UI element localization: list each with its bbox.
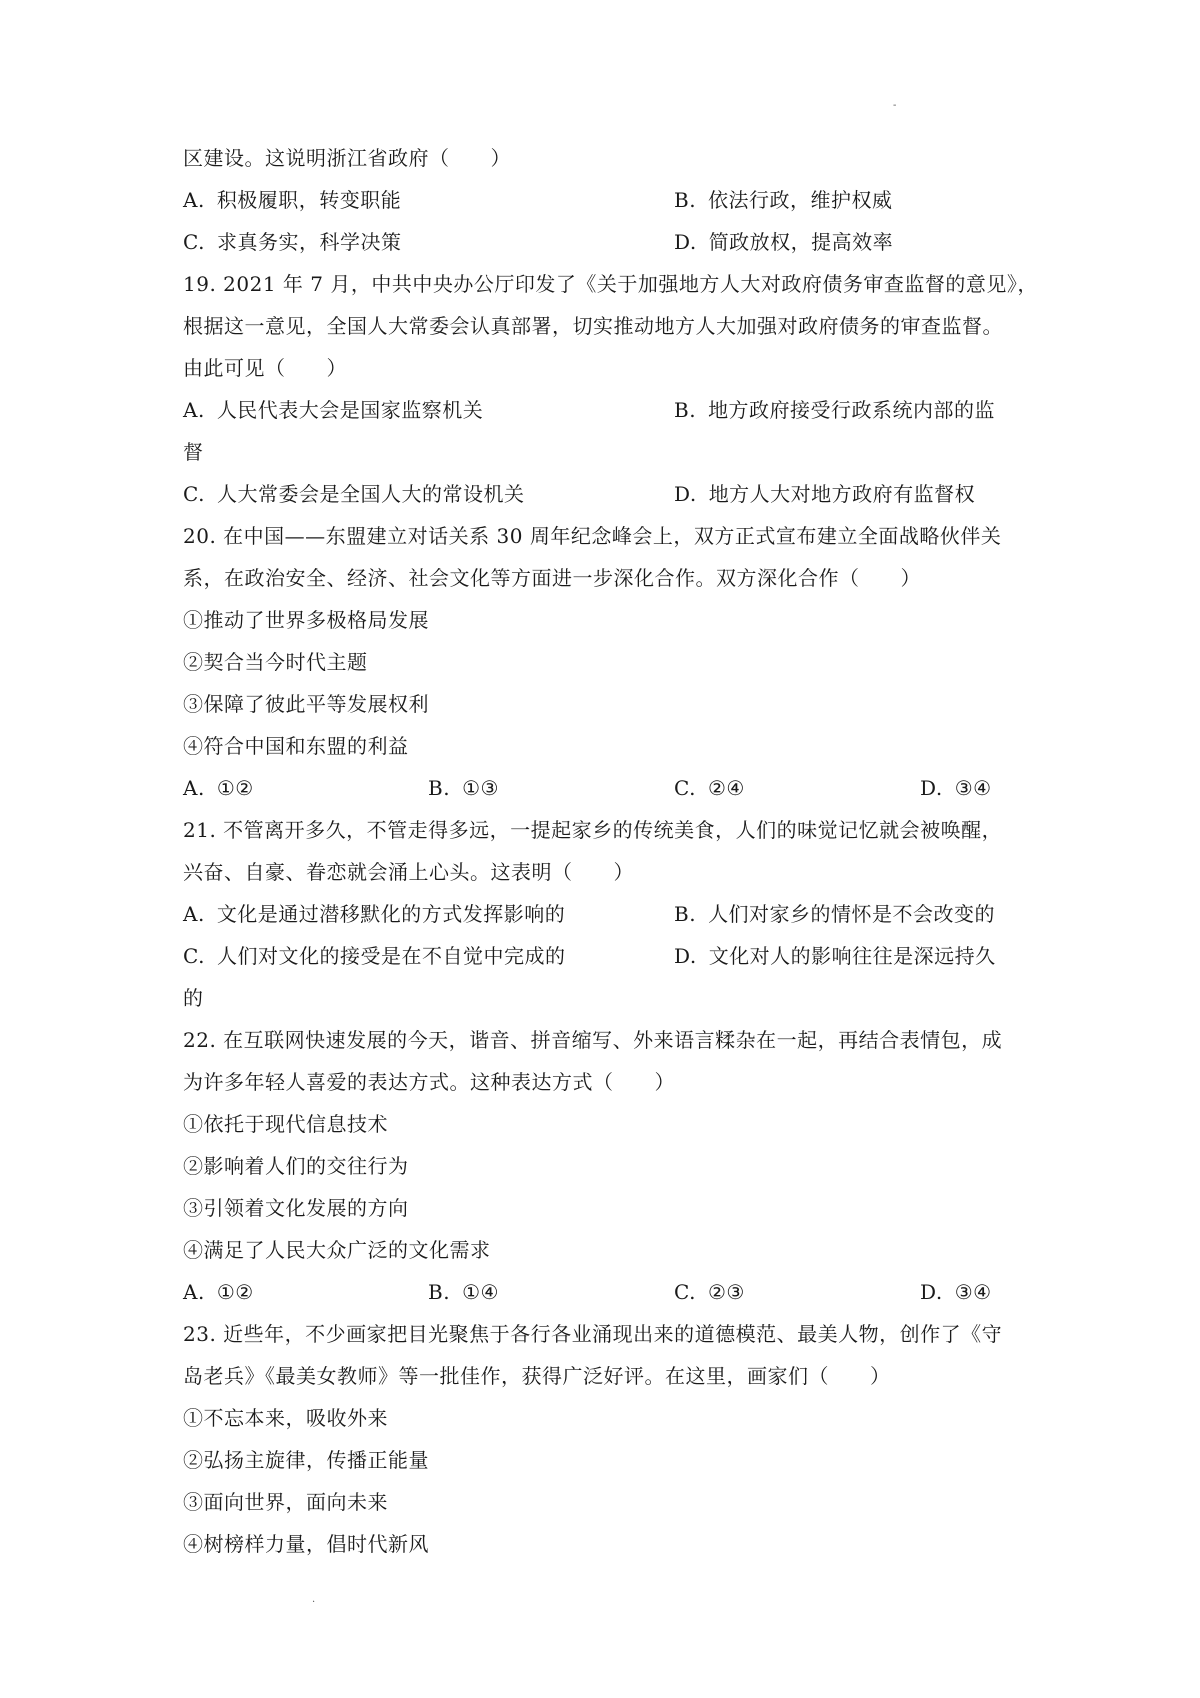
q22-option-b: [428, 1279, 499, 1305]
q21-option-b: [674, 901, 995, 927]
q19-option-b: [674, 397, 995, 423]
option-label: A.: [183, 398, 205, 422]
option-text: ③④: [954, 776, 992, 800]
q20-item-4: ④符合中国和东盟的利益: [183, 734, 409, 758]
q21-stem-line-1: 21. 不管离开多久，不管走得多远，一提起家乡的传统美食，人们的味觉记忆就会被唤醒，: [183, 818, 1003, 842]
option-label: D.: [674, 482, 697, 506]
q20-option-a: [183, 775, 254, 801]
q23-stem-line-2: 岛老兵》《最美女教师》等一批佳作，获得广泛好评。在这里，画家们（ ）: [183, 1364, 891, 1388]
option-text: ②③: [707, 1280, 745, 1304]
header-mark: -: [893, 100, 897, 111]
footer-mark: .: [312, 1594, 316, 1605]
option-text: ①④: [462, 1280, 499, 1304]
q19-option-c: [183, 481, 524, 507]
option-text: 求真务实，科学决策: [216, 230, 402, 254]
q20-stem-line-1: 20. 在中国——东盟建立对话关系 30 周年纪念峰会上，双方正式宣布建立全面战略伙伴关: [183, 524, 1002, 548]
option-text: 人们对家乡的情怀是不会改变的: [708, 902, 996, 926]
option-label: D.: [674, 230, 697, 254]
q22-item-4: ④满足了人民大众广泛的文化需求: [183, 1238, 491, 1262]
q23-stem-line-1: 23. 近些年，不少画家把目光聚焦于各行各业涌现出来的道德模范、最美人物，创作了《守: [183, 1322, 1003, 1346]
option-text: 人大常委会是全国人大的常设机关: [216, 482, 525, 506]
option-label: C.: [183, 230, 205, 254]
option-label: B.: [674, 188, 697, 212]
q19-stem-line-3: 由此可见（ ）: [183, 356, 347, 380]
q22-option-a: [183, 1279, 254, 1305]
option-text: ②④: [707, 776, 745, 800]
q19-stem-line-1: 19. 2021 年 7 月，中共中央办公厅印发了《关于加强地方人大对政府债务审查监督的意见》，: [183, 272, 1038, 296]
q20-option-b: [428, 775, 499, 801]
option-text: 积极履职，转变职能: [216, 188, 402, 212]
option-label: D.: [920, 1280, 943, 1304]
option-label: C.: [674, 1280, 696, 1304]
q20-item-2: ②契合当今时代主题: [183, 650, 368, 674]
q22-item-2: ②影响着人们的交往行为: [183, 1154, 409, 1178]
q21-option-d: [674, 943, 996, 969]
option-text: 简政放权，提高效率: [708, 230, 894, 254]
q19-option-b-wrap: 督: [183, 440, 204, 464]
q20-option-c: [674, 775, 745, 801]
q23-item-4: ④树榜样力量，倡时代新风: [183, 1532, 429, 1556]
option-label: A.: [183, 188, 205, 212]
q23-item-1: ①不忘本来，吸收外来: [183, 1406, 388, 1430]
q18-option-b: [674, 187, 893, 213]
option-text: 地方政府接受行政系统内部的监: [708, 398, 996, 422]
option-text: ①③: [462, 776, 499, 800]
q20-item-1: ①推动了世界多极格局发展: [183, 608, 429, 632]
option-label: B.: [674, 398, 697, 422]
option-text: 文化是通过潜移默化的方式发挥影响的: [216, 902, 566, 926]
option-label: C.: [183, 944, 205, 968]
q21-option-d-wrap: 的: [183, 986, 204, 1010]
option-text: 依法行政，维护权威: [708, 188, 893, 212]
q22-stem-line-1: 22. 在互联网快速发展的今天，谐音、拼音缩写、外来语言糅杂在一起，再结合表情包，成: [183, 1028, 1003, 1052]
q23-item-2: ②弘扬主旋律，传播正能量: [183, 1448, 429, 1472]
q19-stem-line-2: 根据这一意见，全国人大常委会认真部署，切实推动地方人大加强对政府债务的审查监督。: [183, 314, 1003, 338]
option-text: 地方人大对地方政府有监督权: [708, 482, 976, 506]
q19-option-a: [183, 397, 483, 423]
q22-item-3: ③引领着文化发展的方向: [183, 1196, 409, 1220]
option-text: 人民代表大会是国家监察机关: [216, 398, 484, 422]
option-text: ①②: [216, 776, 254, 800]
q20-stem-line-2: 系，在政治安全、经济、社会文化等方面进一步深化合作。双方深化合作（ ）: [183, 566, 921, 590]
option-text: ①②: [216, 1280, 254, 1304]
option-label: C.: [183, 482, 205, 506]
option-text: 人们对文化的接受是在不自觉中完成的: [216, 944, 566, 968]
option-label: D.: [920, 776, 943, 800]
option-label: D.: [674, 944, 697, 968]
q20-item-3: ③保障了彼此平等发展权利: [183, 692, 429, 716]
q21-option-c: [183, 943, 565, 969]
option-label: A.: [183, 902, 205, 926]
q18-option-a: [183, 187, 401, 213]
option-label: A.: [183, 776, 205, 800]
q22-option-d: [920, 1279, 992, 1305]
q20-option-d: [920, 775, 992, 801]
q18-option-c: [183, 229, 401, 255]
option-text: 文化对人的影响往往是深远持久: [708, 944, 996, 968]
q21-option-a: [183, 901, 565, 927]
q22-item-1: ①依托于现代信息技术: [183, 1112, 388, 1136]
q21-stem-line-2: 兴奋、自豪、眷恋就会涌上心头。这表明（ ）: [183, 860, 634, 884]
option-label: C.: [674, 776, 696, 800]
option-label: B.: [428, 776, 451, 800]
q18-option-d: [674, 229, 893, 255]
option-text: ③④: [954, 1280, 992, 1304]
q23-item-3: ③面向世界，面向未来: [183, 1490, 388, 1514]
q19-option-d: [674, 481, 975, 507]
q22-stem-line-2: 为许多年轻人喜爱的表达方式。这种表达方式（ ）: [183, 1070, 675, 1094]
q22-option-c: [674, 1279, 745, 1305]
option-label: B.: [674, 902, 697, 926]
q18-stem-tail: 区建设。这说明浙江省政府（ ）: [183, 146, 511, 170]
option-label: A.: [183, 1280, 205, 1304]
option-label: B.: [428, 1280, 451, 1304]
